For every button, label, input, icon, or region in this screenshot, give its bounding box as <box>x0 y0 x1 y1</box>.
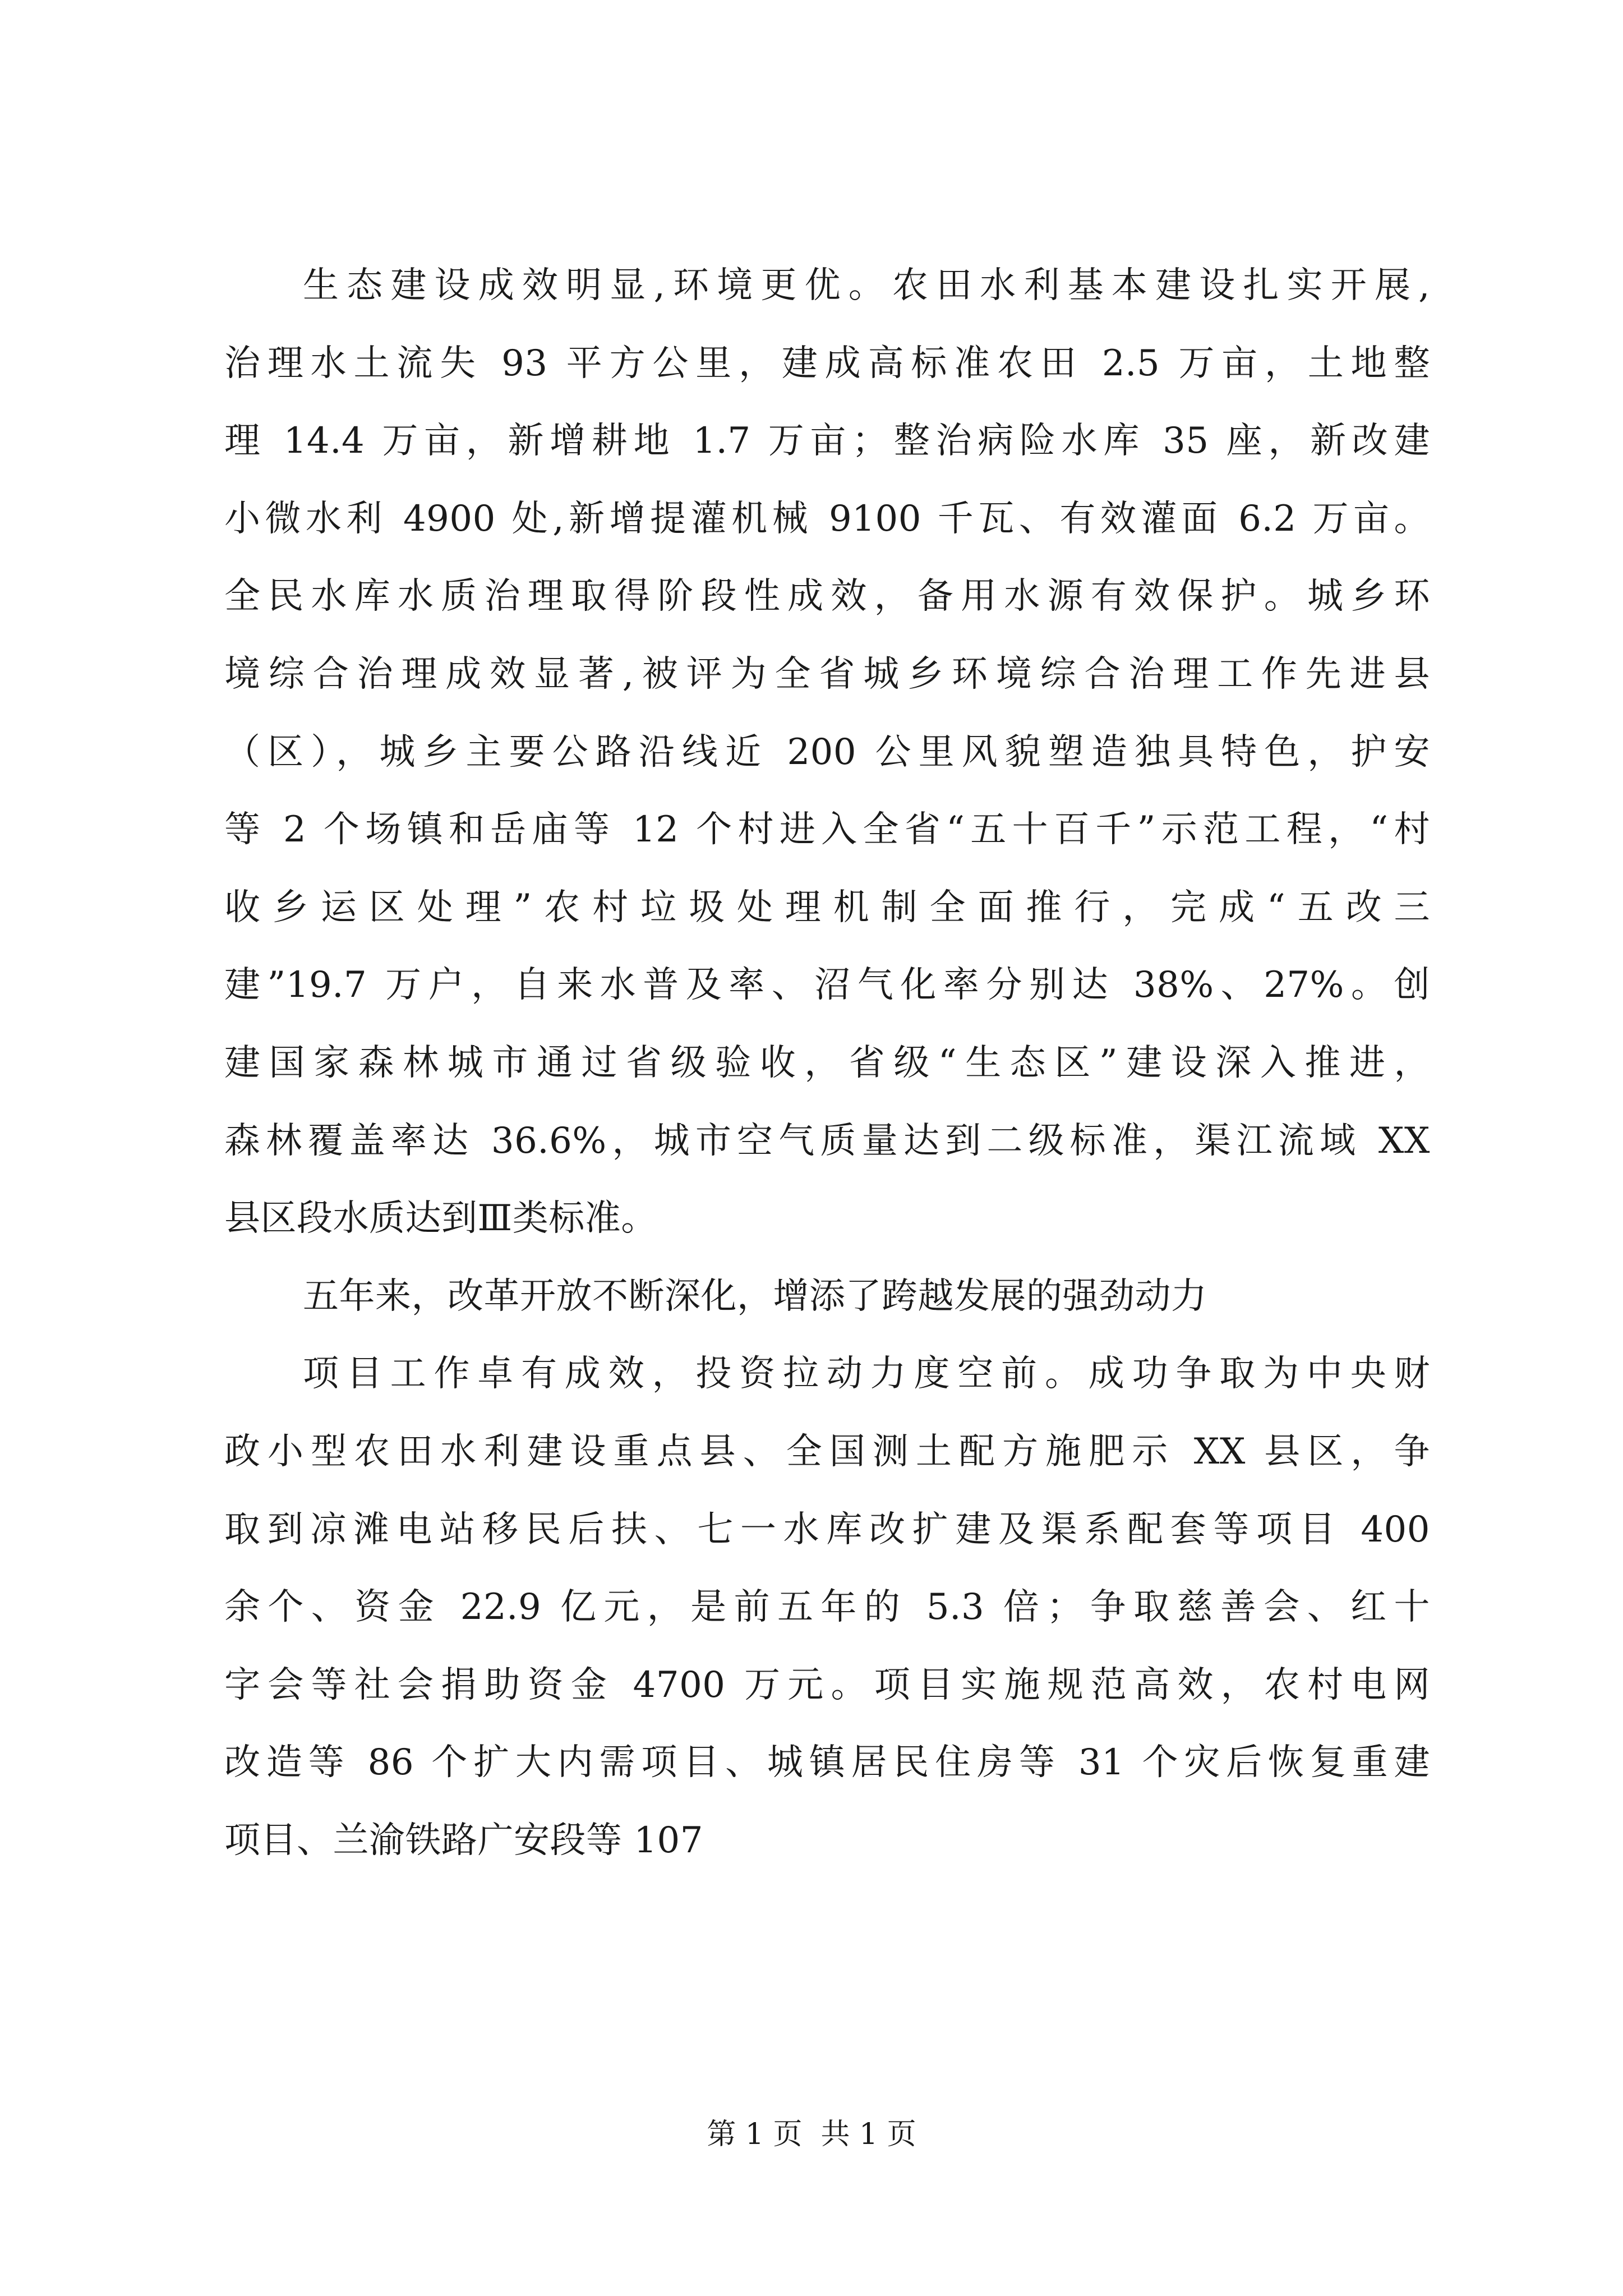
text-line: 全民水库水质治理取得阶段性成效，备用水源有效保护。城乡环 <box>224 576 1430 618</box>
text-line: 理 14.4 万亩，新增耕地 1.7 万亩；整治病险水库 35 座，新改建 <box>224 420 1430 462</box>
text-line: 字会等社会捐助资金 4700 万元。项目实施规范高效，农村电网 <box>224 1664 1430 1706</box>
text-line: 治理水土流失 93 平方公里，建成高标准农田 2.5 万亩，土地整 <box>224 342 1430 384</box>
text-line: 生态建设成效明显,环境更优。农田水利基本建设扎实开展, <box>303 265 1430 306</box>
text-line: 县区段水质达到Ⅲ类标准。 <box>224 1198 657 1240</box>
text-line: 余个、资金 22.9 亿元，是前五年的 5.3 倍；争取慈善会、红十 <box>224 1586 1430 1628</box>
text-line: 境综合治理成效显著,被评为全省城乡环境综合治理工作先进县 <box>224 653 1430 695</box>
text-line: 建”19.7 万户，自来水普及率、沼气化率分别达 38%、27%。创 <box>224 964 1430 1006</box>
text-line: 取到凉滩电站移民后扶、七一水库改扩建及渠系配套等项目 400 <box>224 1508 1430 1550</box>
section-heading: 五年来，改革开放不断深化，增添了跨越发展的强劲动力 <box>303 1275 1207 1317</box>
page-footer <box>0 2115 1623 2154</box>
text-line: 项目、兰渝铁路广安段等 107 <box>224 1819 703 1861</box>
text-line: 建国家森林城市通过省级验收，省级“生态区”建设深入推进， <box>224 1042 1430 1084</box>
text-line: 改造等 86 个扩大内需项目、城镇居民住房等 31 个灾后恢复重建 <box>224 1742 1430 1784</box>
text-line: 项目工作卓有成效，投资拉动力度空前。成功争取为中央财 <box>303 1353 1430 1395</box>
text-line: 收乡运区处理”农村垃圾处理机制全面推行，完成“五改三 <box>224 886 1430 928</box>
text-line: 小微水利 4900 处,新增提灌机械 9100 千瓦、有效灌面 6.2 万亩。 <box>224 498 1430 540</box>
text-line: （区），城乡主要公路沿线近 200 公里风貌塑造独具特色，护安 <box>224 731 1430 773</box>
text-line: 森林覆盖率达 36.6%，城市空气质量达到二级标准，渠江流域 XX <box>224 1120 1430 1162</box>
text-line: 等 2 个场镇和岳庙等 12 个村进入全省“五十百千”示范工程，“村 <box>224 809 1430 851</box>
body-text <box>224 247 1430 1879</box>
page-number: 第 1 页 共 1 页 <box>707 2118 916 2151</box>
text-line: 政小型农田水利建设重点县、全国测土配方施肥示 XX 县区，争 <box>224 1430 1430 1473</box>
